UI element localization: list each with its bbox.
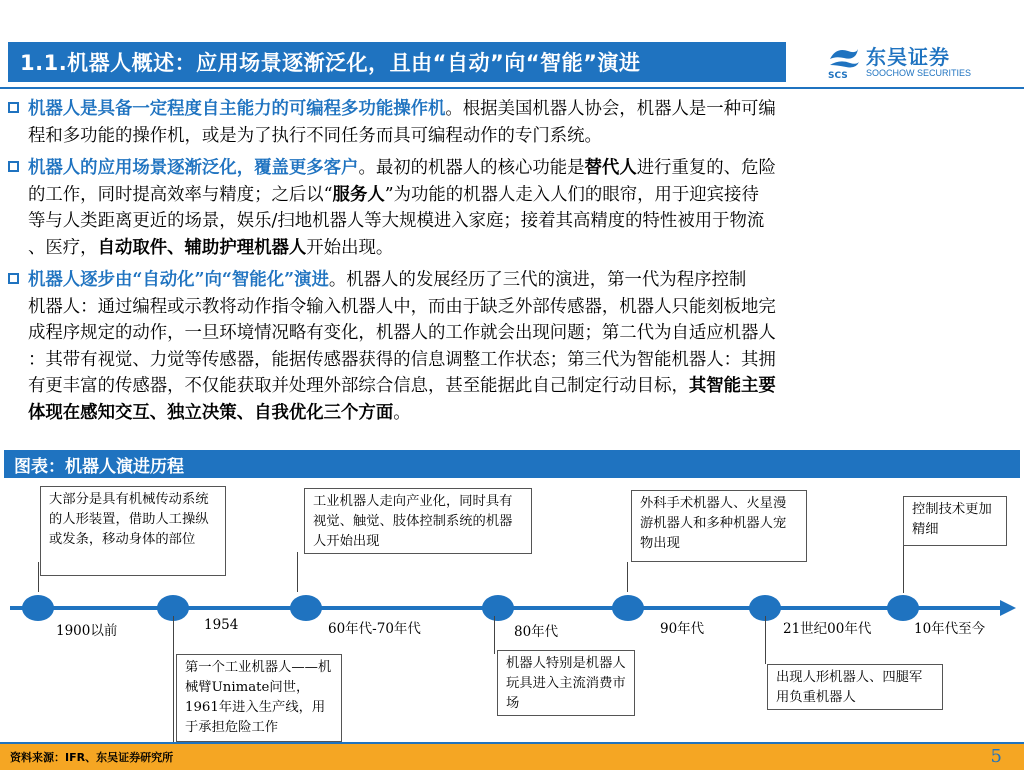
era-label: 1954 <box>204 617 239 633</box>
timeline-box-1900: 大部分是具有机械传动系统的人形装置，借助人工操纵或发条，移动身体的部位 <box>40 486 226 576</box>
bullet-line <box>28 96 1018 123</box>
timeline-node <box>290 595 322 621</box>
bullet-text: 。最初的机器人的核心功能是 <box>358 158 585 178</box>
title-bar <box>8 42 786 82</box>
chart-title-bar <box>4 450 1020 478</box>
page-number: 5 <box>990 746 1002 767</box>
logo <box>826 44 986 80</box>
source-note: 资料来源：IFR、东吴证券研究所 <box>10 751 174 764</box>
bullet-text: 。 <box>393 402 411 423</box>
bullet-text: 。根据美国机器人协会，机器人是一种可编 <box>445 99 776 119</box>
connector <box>297 552 298 592</box>
bullet-text: 的工作，同时提高效率与精度；之后以“ <box>28 184 333 205</box>
connector <box>38 562 39 592</box>
bullet-line <box>28 123 1018 150</box>
bullet-text: 机器人：通过编程或示教将动作指令输入机器人中，而由于缺乏外部传感器，机器人只能刻板地完 <box>28 296 776 317</box>
svg-text:SCS: SCS <box>828 71 848 79</box>
bullet-text: 有更丰富的传感器，不仅能获取并处理外部综合信息，甚至能据此自己制定行动目标， <box>28 376 689 396</box>
bullet-item <box>8 96 1018 149</box>
bullet-text: 机器人逐步由“自动化”向“智能化”演进 <box>28 270 329 290</box>
bullet-text: 机器人的应用场景逐渐泛化，覆盖更多客户 <box>28 158 359 178</box>
timeline-box-90s: 外科手术机器人、火星漫游机器人和多种机器人宠物出现 <box>631 490 807 562</box>
bullet-text: 服务人 <box>332 184 385 205</box>
checkbox-bullet-icon <box>8 273 19 284</box>
bullet-line <box>28 235 1018 262</box>
connector <box>627 562 628 592</box>
page-title: 1.1.机器人概述：应用场景逐渐泛化，且由“自动”向“智能”演进 <box>20 51 641 75</box>
bullet-text: 成程序规定的动作，一旦环境情况略有变化，机器人的工作就会出现问题；第二代为自适应机器人 <box>28 323 776 343</box>
timeline-box-10s: 控制技术更加精细 <box>903 496 1007 546</box>
bullet-line <box>28 155 1018 182</box>
footer <box>0 742 1024 770</box>
checkbox-bullet-icon <box>8 102 19 113</box>
bullet-text: 、医疗， <box>28 237 98 258</box>
bullet-text: 等与人类距离更近的场景，娱乐/扫地机器人等大规模进入家庭；接着其高精度的特性被用于物流 <box>28 211 765 231</box>
bullet-line <box>28 182 1018 209</box>
timeline-box-1954: 第一个工业机器人——机械臂Unimate问世，1961年进入生产线，用于承担危险工作 <box>176 654 342 742</box>
checkbox-bullet-icon <box>8 161 19 172</box>
bullet-text: 。机器人的发展经历了三代的演进，第一代为程序控制 <box>328 270 747 290</box>
bullet-line <box>28 294 1018 321</box>
bullet-text: 其智能主要 <box>688 376 776 396</box>
bullet-text: ：其带有视觉、力觉等传感器，能据传感器获得的信息调整工作状态；第三代为智能机器人：其拥 <box>28 349 776 370</box>
era-label: 21世纪00年代 <box>783 621 872 637</box>
bullet-line <box>28 373 1018 400</box>
timeline-node <box>612 595 644 621</box>
logo-english-name: SOOCHOW SECURITIES <box>866 67 972 78</box>
connector <box>903 545 904 593</box>
era-label: 90年代 <box>660 621 705 637</box>
bullet-text: 机器人是具备一定程度自主能力的可编程多功能操作机 <box>28 99 446 119</box>
bullet-line <box>28 267 1018 294</box>
logo-chinese-name: 东吴证券 <box>866 44 950 69</box>
timeline-box-60s: 工业机器人走向产业化，同时具有视觉、触觉、肢体控制系统的机器人开始出现 <box>304 488 532 554</box>
era-label: 60年代-70年代 <box>328 621 421 637</box>
timeline-node <box>22 595 54 621</box>
bullet-text: 程和多功能的操作机，或是为了执行不同任务而具可编程动作的专门系统。 <box>28 125 602 146</box>
timeline-node <box>482 595 514 621</box>
era-label: 80年代 <box>514 624 559 640</box>
connector <box>494 616 495 654</box>
bullet-text: 替代人 <box>584 158 637 178</box>
bullet-list <box>8 96 1018 432</box>
bullet-text: 体现在感知交互、独立决策、自我优化三个方面 <box>28 402 394 423</box>
era-label: 1900以前 <box>56 623 118 639</box>
bullet-line <box>28 400 1018 427</box>
bullet-line <box>28 320 1018 347</box>
timeline-box-21c: 出现人形机器人、四腿军用负重机器人 <box>767 664 943 710</box>
bullet-text: 进行重复的、危险 <box>636 158 776 178</box>
bullet-item <box>8 155 1018 261</box>
bullet-text: 开始出现。 <box>306 237 394 258</box>
timeline-box-80s: 机器人特别是机器人玩具进入主流消费市场 <box>497 650 635 716</box>
bullet-line <box>28 347 1018 374</box>
bullet-item <box>8 267 1018 426</box>
soochow-logo-icon <box>826 45 862 79</box>
header-divider <box>0 87 1024 89</box>
era-label: 10年代至今 <box>914 621 986 637</box>
connector <box>765 616 766 664</box>
chart-title: 图表：机器人演进历程 <box>14 456 184 477</box>
bullet-line <box>28 208 1018 235</box>
bullet-text: 自动取件、辅助护理机器人 <box>97 237 307 258</box>
timeline-arrow-icon <box>1000 600 1016 616</box>
bullet-text: ”为功能的机器人走入人们的眼帘，用于迎宾接待 <box>384 184 759 205</box>
connector <box>173 616 174 746</box>
